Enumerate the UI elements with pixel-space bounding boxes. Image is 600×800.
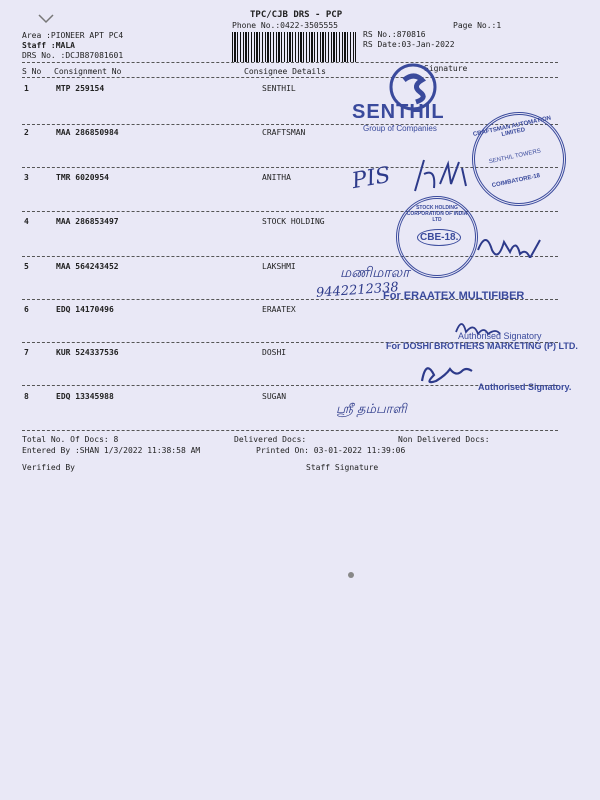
table-row-sno: 8: [24, 392, 29, 401]
table-row-sno: 2: [24, 128, 29, 137]
craftsman-seal-ring: CRAFTSMAN AUTOMATION LIMITED: [472, 115, 552, 139]
stock-seal-ring: STOCK HOLDING CORPORATION OF INDIA LTD: [406, 205, 468, 223]
table-row-consignee: ERAATEX: [262, 305, 296, 314]
printed-on: Printed On: 03-01-2022 11:39:06: [256, 446, 406, 455]
table-row-consignment: MAA 564243452: [56, 262, 119, 271]
verified-by: Verified By: [22, 463, 75, 472]
area-field: Area :PIONEER APT PC4: [22, 31, 124, 40]
rs-number: RS No.:870816: [363, 30, 426, 39]
column-header-consignee: Consignee Details: [244, 67, 326, 76]
staff-signature: Staff Signature: [306, 463, 379, 472]
page-number: Page No.:1: [453, 21, 502, 30]
senthil-group: Group of Companies: [363, 124, 437, 133]
table-row-consignee: STOCK HOLDING: [262, 217, 325, 226]
eraatex-stamp: For ERAATEX MULTIFIBER: [383, 290, 525, 302]
signature-anitha: [410, 156, 480, 198]
total-docs: Total No. Of Docs: 8: [22, 435, 119, 444]
table-row-consignee: SENTHIL: [262, 84, 296, 93]
row-divider: [22, 430, 558, 431]
table-row-sno: 5: [24, 262, 29, 271]
divider: [22, 62, 558, 63]
table-row-consignment: EDQ 14170496: [56, 305, 114, 314]
staff-field: Staff :MALA: [22, 41, 75, 50]
table-row-consignment: MAA 286850984: [56, 128, 119, 137]
signature-doshi: [416, 355, 476, 389]
table-row-consignment: TMR 6020954: [56, 173, 109, 182]
row-divider: [22, 124, 558, 125]
table-row-sno: 1: [24, 84, 29, 93]
table-row-sno: 7: [24, 348, 29, 357]
document-title: TPC/CJB DRS - PCP: [250, 10, 343, 20]
entered-by: Entered By :SHAN 1/3/2022 11:38:58 AM: [22, 446, 201, 455]
table-row-consignment: EDQ 13345988: [56, 392, 114, 401]
signature-stock-holding: [474, 228, 554, 260]
divider: [22, 77, 558, 78]
table-row-consignment: KUR 524337536: [56, 348, 119, 357]
table-row-consignee: CRAFTSMAN: [262, 128, 306, 137]
lakshmi-tamil-handwriting: மணிமாலா: [340, 265, 410, 281]
table-row-consignee: DOSHI: [262, 348, 287, 357]
non-delivered-docs: Non Delivered Docs:: [398, 435, 490, 444]
sugan-tamil-handwriting: ஸ்ரீ தம்பாளி: [336, 402, 407, 417]
phone-handwriting: 9442212338: [315, 280, 400, 301]
pis-handwriting: PIS: [350, 162, 393, 195]
craftsman-seal-center: SENTHIL TOWERS: [488, 148, 542, 166]
scan-speck: [348, 572, 354, 578]
doshi-authorised: Authorised Signatory.: [478, 382, 572, 392]
column-header-signature: Signature: [424, 64, 468, 73]
column-header-sno: S No: [22, 67, 42, 76]
stock-seal-center: CBE-18.: [417, 229, 461, 246]
scan-speck: [38, 14, 54, 24]
craftsman-seal-city: COIMBATORE-18: [491, 173, 541, 190]
table-row-sno: 6: [24, 305, 29, 314]
table-row-consignment: MTP 259154: [56, 84, 105, 93]
table-row-sno: 3: [24, 173, 29, 182]
drs-number: DRS No. :DCJB87081601: [22, 51, 124, 60]
phone-number: Phone No.:0422-3505555: [232, 21, 338, 30]
table-row-consignment: MAA 286853497: [56, 217, 119, 226]
table-row-consignee: LAKSHMI: [262, 262, 296, 271]
table-row-consignee: ANITHA: [262, 173, 291, 182]
table-row-sno: 4: [24, 217, 29, 226]
eraatex-authorised: Authorised Signatory: [458, 331, 542, 341]
senthil-stamp: SENTHIL: [352, 101, 445, 123]
doshi-stamp: For DOSHI BROTHERS MARKETING (P) LTD.: [386, 341, 578, 351]
barcode: [232, 32, 356, 62]
column-header-consignment: Consignment No: [54, 67, 122, 76]
row-divider: [22, 211, 558, 212]
table-row-consignee: SUGAN: [262, 392, 287, 401]
rs-date: RS Date:03-Jan-2022: [363, 40, 455, 49]
delivered-docs: Delivered Docs:: [234, 435, 307, 444]
